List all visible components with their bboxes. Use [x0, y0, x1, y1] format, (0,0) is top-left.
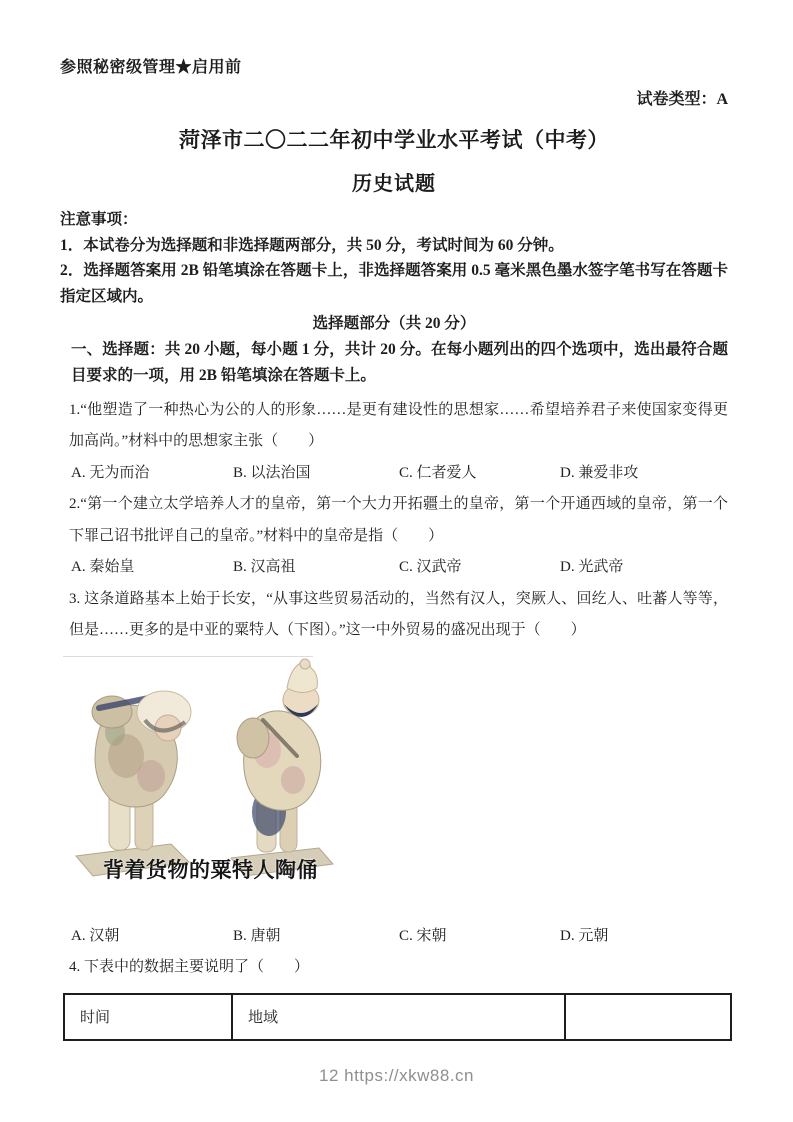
- question-3-text: 3. 这条道路基本上始于长安，“从事这些贸易活动的，当然有汉人，突厥人、回纥人、吐蕃人等等，但是……更多的是中亚的粟特人（下图）。”这一中外贸易的盛况出现于（ ）: [69, 590, 728, 638]
- option-item: A. 汉朝: [71, 927, 120, 944]
- question-4-data-table: [63, 993, 732, 1041]
- table-row: [64, 994, 731, 1040]
- option-item: B. 唐朝: [233, 927, 281, 944]
- notice-heading: 注意事项：: [60, 211, 138, 228]
- section-part-title: 选择题部分（共 20 分）: [312, 315, 476, 332]
- question-2-options: [60, 552, 728, 584]
- paper-type-label: 试卷类型：A: [636, 91, 728, 108]
- notice-item-1: 1．本试卷分为选择题和非选择题两部分，共 50 分，考试时间为 60 分钟。: [60, 236, 564, 254]
- option-item: B. 以法治国: [233, 464, 311, 481]
- page-content: [60, 54, 728, 1041]
- figure-top-border: [63, 656, 313, 657]
- option-item: B. 汉高祖: [233, 559, 296, 575]
- section-instructions: 一、选择题：共 20 小题，每小题 1 分，共计 20 分。在每小题列出的四个选项中，选出最符合题目要求的一项，用 2B 铅笔填涂在答题卡上。: [71, 340, 728, 384]
- question-4-text: 4. 下表中的数据主要说明了（ ）: [69, 959, 310, 975]
- option-item: A. 无为而治: [71, 464, 150, 481]
- exam-subtitle: 历史试题: [352, 173, 436, 195]
- question-1-text: 1.“他塑造了一种热心为公的人的形象……是更有建设性的思想家……希望培养君子来使国家变得更加高尚。”材料中的思想家主张（ ）: [69, 401, 728, 449]
- option-item: C. 汉武帝: [399, 559, 462, 575]
- security-notice: 参照秘密级管理★启用前: [60, 59, 242, 76]
- option-item: C. 仁者爱人: [399, 464, 477, 481]
- option-item: D. 兼爱非攻: [560, 464, 639, 481]
- question-3-figure: [63, 656, 401, 892]
- figurine-right-illustration: [231, 659, 333, 876]
- notice-item-2: 2．选择题答案用 2B 铅笔填涂在答题卡上，非选择题答案用 0.5 毫米黑色墨水签字笔书写在答题卡指定区域内。: [60, 262, 728, 305]
- option-item: D. 光武帝: [560, 559, 624, 575]
- question-2-text: 2.“第一个建立太学培养人才的皇帝，第一个大力开拓疆土的皇帝，第一个开通西域的皇帝，第一个下罪己诏书批评自己的皇帝。”材料中的皇帝是指（ ）: [69, 496, 728, 544]
- question-1-options: [60, 458, 728, 490]
- figure-caption: 背着货物的粟特人陶俑: [103, 857, 318, 882]
- table-cell-time: 时间: [64, 994, 232, 1040]
- option-item: A. 秦始皇: [71, 559, 135, 575]
- option-item: C. 宋朝: [399, 927, 447, 944]
- option-item: D. 元朝: [560, 927, 609, 944]
- exam-title: 菏泽市二〇二二年初中学业水平考试（中考）: [179, 128, 609, 152]
- figurine-left-illustration: [76, 691, 191, 876]
- question-3-options: [60, 921, 728, 953]
- page-footer: 12 https://xkw88.cn: [318, 1066, 475, 1085]
- table-cell-region: 地域: [232, 994, 565, 1040]
- table-cell-empty: [565, 994, 731, 1040]
